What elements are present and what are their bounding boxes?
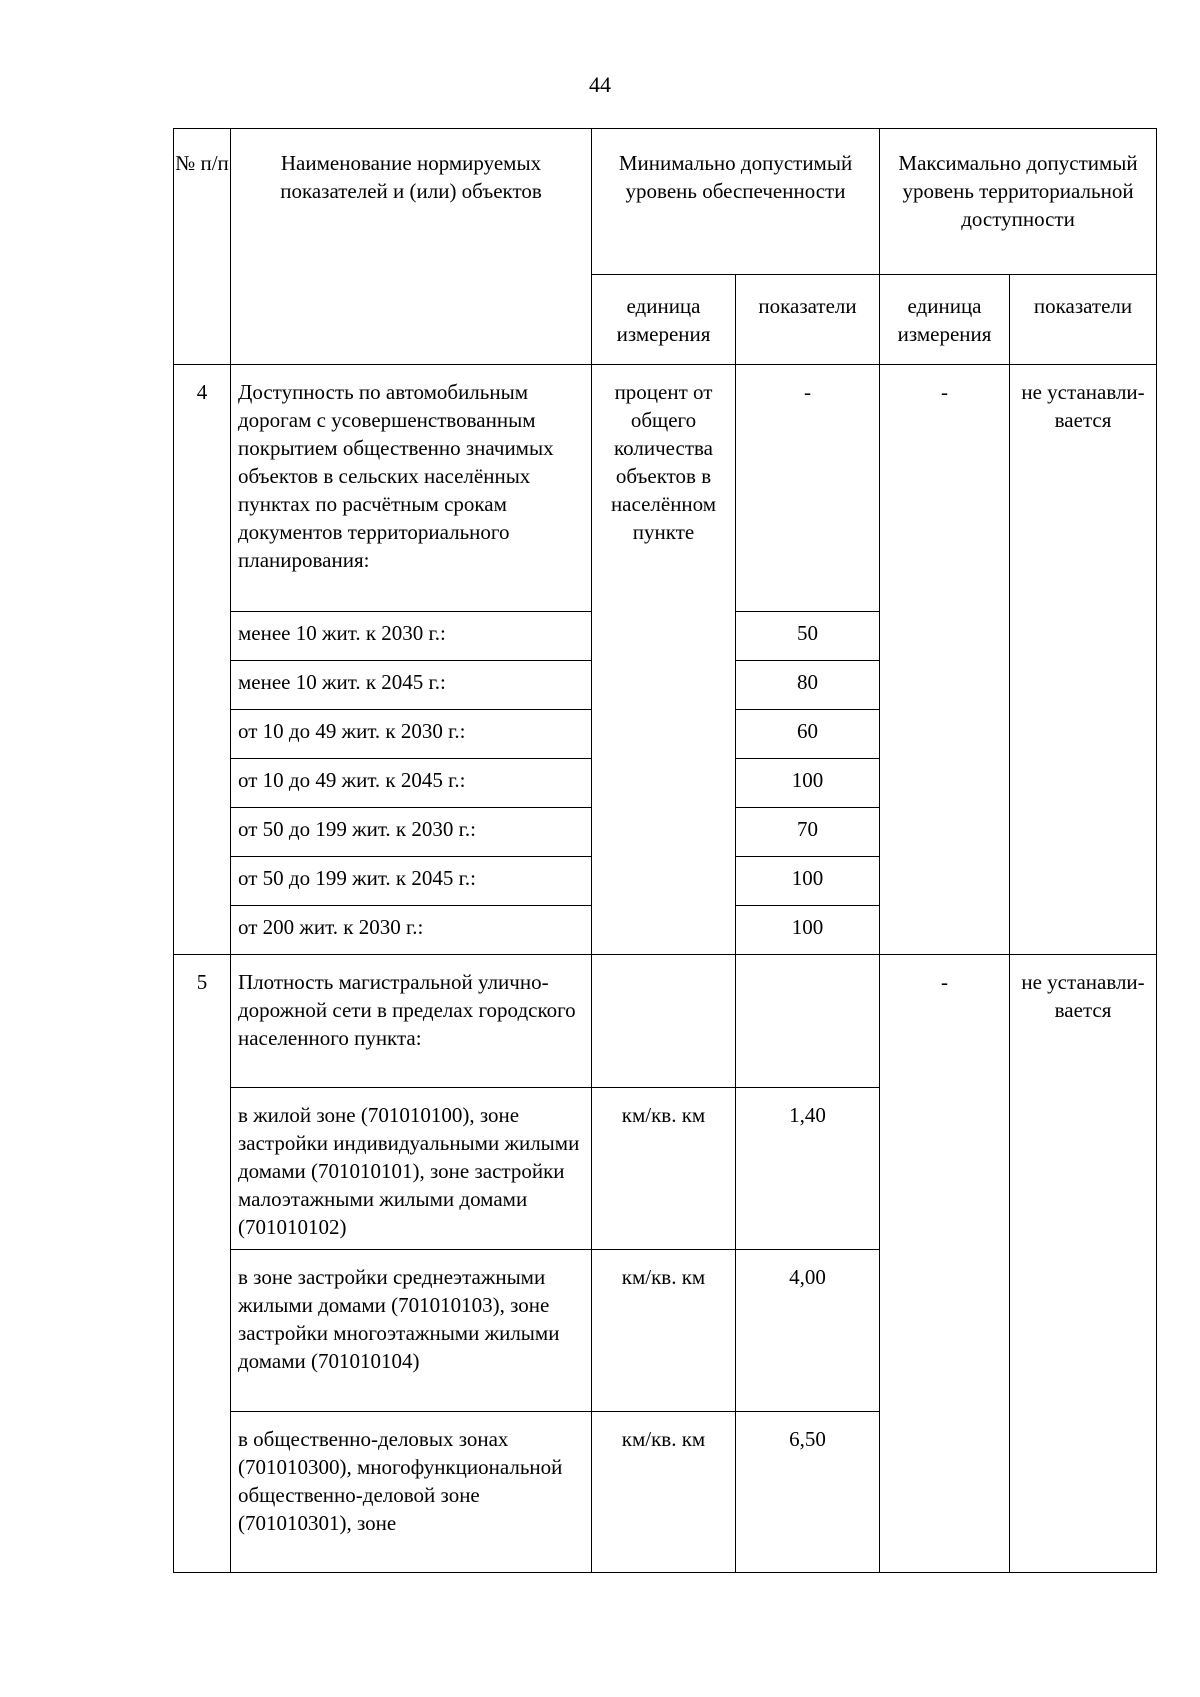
sub-row-name: от 50 до 199 жит. к 2045 г.: bbox=[231, 857, 592, 906]
table-row bbox=[174, 365, 1157, 612]
sub-row-name: от 10 до 49 жит. к 2045 г.: bbox=[231, 759, 592, 808]
sub-row-name: от 50 до 199 жит. к 2030 г.: bbox=[231, 808, 592, 857]
row-4-max-unit: - bbox=[880, 365, 1010, 955]
sub-row-name: от 200 жит. к 2030 г.: bbox=[231, 906, 592, 955]
row-4-max-value: не устанавли-вается bbox=[1010, 365, 1157, 955]
row-4-unit: процент от общего количества объектов в населённом пункте bbox=[592, 365, 736, 955]
norms-table bbox=[173, 128, 1157, 1573]
sub-row-name: от 10 до 49 жит. к 2030 г.: bbox=[231, 710, 592, 759]
sub-row-value: 100 bbox=[736, 906, 880, 955]
sub-row-value: 60 bbox=[736, 710, 880, 759]
sub-row-name: менее 10 жит. к 2045 г.: bbox=[231, 661, 592, 710]
sub-row-name: менее 10 жит. к 2030 г.: bbox=[231, 612, 592, 661]
sub-row-name: в общественно-деловых зонах (701010300), многофункциональной общественно-деловой зоне (701010301), зоне bbox=[231, 1412, 592, 1573]
sub-row-value: 6,50 bbox=[736, 1412, 880, 1573]
row-5-max-value: не устанавли-вается bbox=[1010, 955, 1157, 1573]
row-4-num: 4 bbox=[174, 365, 231, 955]
header-indicators: показатели bbox=[736, 275, 880, 365]
sub-row-value: 50 bbox=[736, 612, 880, 661]
row-5-name: Плотность магистральной улично-дорожной сети в пределах городского населенного пункта: bbox=[231, 955, 592, 1088]
header-indicators-2: показатели bbox=[1010, 275, 1157, 365]
sub-row-unit: км/кв. км bbox=[592, 1412, 736, 1573]
sub-row-name: в зоне застройки среднеэтажными жилыми домами (701010103), зоне застройки многоэтажными жилыми домами (701010104) bbox=[231, 1250, 592, 1412]
row-5-num: 5 bbox=[174, 955, 231, 1573]
header-num: № п/п bbox=[174, 129, 231, 365]
sub-row-value: 100 bbox=[736, 759, 880, 808]
table-row bbox=[174, 955, 1157, 1088]
row-5-unit bbox=[592, 955, 736, 1088]
row-4-name: Доступность по автомобильным дорогам с усовершенствованным покрытием общественно значимых объектов в сельских населённых пунктах по расчётным срокам документов территориального планирования: bbox=[231, 365, 592, 612]
header-unit: единица измерения bbox=[592, 275, 736, 365]
sub-row-value: 4,00 bbox=[736, 1250, 880, 1412]
sub-row-value: 1,40 bbox=[736, 1088, 880, 1250]
sub-row-name: в жилой зоне (701010100), зоне застройки индивидуальными жилыми домами (701010101), зоне застройки малоэтажными жилыми домами (701010102) bbox=[231, 1088, 592, 1250]
sub-row-unit: км/кв. км bbox=[592, 1250, 736, 1412]
row-4-value: - bbox=[736, 365, 880, 612]
header-name: Наименование нормируемых показателей и (или) объектов bbox=[231, 129, 592, 365]
sub-row-value: 100 bbox=[736, 857, 880, 906]
header-row-top bbox=[174, 129, 1157, 275]
header-min-level: Минимально допустимый уровень обеспеченности bbox=[592, 129, 880, 275]
sub-row-value: 80 bbox=[736, 661, 880, 710]
header-max-level: Максимально допустимый уровень территориальной доступности bbox=[880, 129, 1157, 275]
row-5-value bbox=[736, 955, 880, 1088]
row-5-max-unit: - bbox=[880, 955, 1010, 1573]
header-unit-2: единица измерения bbox=[880, 275, 1010, 365]
sub-row-unit: км/кв. км bbox=[592, 1088, 736, 1250]
page-number: 44 bbox=[589, 72, 611, 97]
sub-row-value: 70 bbox=[736, 808, 880, 857]
